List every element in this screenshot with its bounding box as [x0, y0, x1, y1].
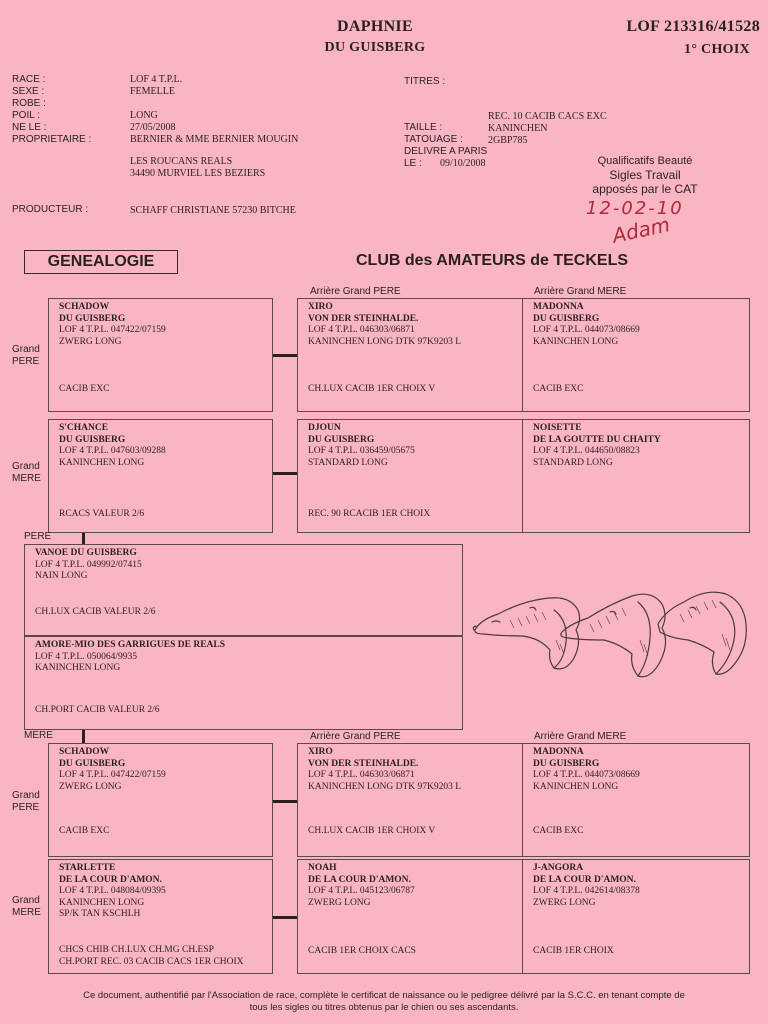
address-line2: 34490 MURVIEL LES BEZIERS	[130, 168, 266, 179]
side-label-pere: PERE	[24, 531, 52, 542]
side-label-grand-pere-2: Grand PERE	[12, 790, 40, 813]
arriere-grand-pere-box-3[interactable]: XIRO VON DER STEINHALDE. LOF 4 T.P.L. 046303/06871 KANINCHEN LONG DTK 97K9203 L CH.LUX CACIB 1ER CHOIX V	[297, 743, 523, 857]
label-ne-le: NE LE :	[12, 122, 47, 133]
cat-stamp	[590, 154, 700, 196]
dachshund-heads-engraving	[470, 580, 752, 692]
sexe-value: FEMELLE	[130, 86, 175, 97]
stamp-line3: apposés par le CAT	[592, 182, 698, 196]
connector	[273, 800, 297, 803]
pere-box[interactable]: VANOE DU GUISBERG LOF 4 T.P.L. 049992/07415 NAIN LONG CH.LUX CACIB VALEUR 2/6	[24, 544, 463, 636]
kennel-name: DU GUISBERG	[324, 40, 426, 55]
arriere-grand-mere-box-2[interactable]: NOISETTE DE LA GOUTTE DU CHAITY LOF 4 T.P.L. 044650/08823 STANDARD LONG	[522, 419, 750, 533]
robe-value	[130, 98, 298, 110]
le-value: 09/10/2008	[440, 158, 486, 169]
taille-value: KANINCHEN	[488, 123, 548, 134]
identity-values	[130, 74, 298, 180]
stamp-line1: Qualificatifs Beauté	[597, 155, 693, 167]
connector	[273, 354, 297, 357]
label-sexe: SEXE :	[12, 86, 45, 97]
race-value: LOF 4 T.P.L.	[130, 74, 183, 85]
connector	[273, 472, 297, 475]
owner-value: BERNIER & MME BERNIER MOUGIN	[130, 134, 299, 145]
stamp-line2: Sigles Travail	[609, 168, 681, 182]
arriere-grand-pere-box-1[interactable]: XIRO VON DER STEINHALDE. LOF 4 T.P.L. 046303/06871 KANINCHEN LONG DTK 97K9203 L CH.LUX CACIB 1ER CHOIX V	[297, 298, 523, 412]
identity-labels	[12, 74, 91, 146]
footer-line2: tous les sigles ou titres obtenus par le chien ou ses ascendants.	[249, 1002, 519, 1013]
mere-box[interactable]: AMORE-MIO DES GARRIGUES DE REALS LOF 4 T.P.L. 050064/9935 KANINCHEN LONG CH.PORT CACIB VALEUR 2/6	[24, 636, 463, 730]
label-producteur: PRODUCTEUR :	[12, 204, 89, 215]
poil-value: LONG	[130, 110, 158, 121]
grand-pere-box-1[interactable]: SCHADOW DU GUISBERG LOF 4 T.P.L. 047422/07159 ZWERG LONG CACIB EXC	[48, 298, 273, 412]
label-poil: POIL :	[12, 110, 40, 121]
label-proprietaire: PROPRIETAIRE :	[12, 134, 92, 145]
grand-mere-box-2[interactable]: STARLETTE DE LA COUR D'AMON. LOF 4 T.P.L. 048084/09395 KANINCHEN LONG SP/K TAN KSCHLH CHCS CHIB CH.LUX CH.MG CH.ESP CH.PORT REC. 03 CACIB CACS 1ER CHOIX	[48, 859, 273, 974]
col-label-agp-top: Arrière Grand PERE	[310, 286, 401, 297]
arriere-grand-pere-box-2[interactable]: DJOUN DU GUISBERG LOF 4 T.P.L. 036459/05675 STANDARD LONG REC. 90 RCACIB 1ER CHOIX	[297, 419, 523, 533]
arriere-grand-mere-box-1[interactable]: MADONNA DU GUISBERG LOF 4 T.P.L. 044073/08669 KANINCHEN LONG CACIB EXC	[522, 298, 750, 412]
dog-name: DAPHNIE	[337, 18, 413, 35]
genealogie-title: GENEALOGIE	[24, 250, 178, 274]
col-label-agp-bottom: Arrière Grand PERE	[310, 731, 401, 742]
connector	[273, 916, 297, 919]
label-tatouage: TATOUAGE :	[404, 134, 463, 145]
handwritten-signature: Adam	[610, 212, 672, 248]
footer-line1: Ce document, authentifié par l'Association de race, complète le certificat de naissance ou le pedigree délivré par la S.C.C. en tenant compte de	[83, 990, 685, 1001]
choix: 1° CHOIX	[684, 42, 750, 57]
label-race: RACE :	[12, 74, 46, 85]
label-titres: TITRES :	[404, 76, 446, 87]
birth-date-value: 27/05/2008	[130, 122, 176, 133]
connector	[82, 730, 85, 744]
arriere-grand-mere-box-3[interactable]: MADONNA DU GUISBERG LOF 4 T.P.L. 044073/08669 KANINCHEN LONG CACIB EXC	[522, 743, 750, 857]
arriere-grand-mere-box-4[interactable]: J-ANGORA DE LA COUR D'AMON. LOF 4 T.P.L. 042614/08378 ZWERG LONG CACIB 1ER CHOIX	[522, 859, 750, 974]
grand-pere-box-2[interactable]: SCHADOW DU GUISBERG LOF 4 T.P.L. 047422/07159 ZWERG LONG CACIB EXC	[48, 743, 273, 857]
side-label-mere: MERE	[24, 730, 53, 741]
label-taille: TAILLE :	[404, 122, 443, 133]
label-robe: ROBE :	[12, 98, 46, 109]
address-line1: LES ROUCANS REALS	[130, 156, 233, 167]
side-label-grand-pere-1: Grand PERE	[12, 344, 40, 367]
label-le: LE :	[404, 158, 422, 169]
col-label-agm-top: Arrière Grand MERE	[534, 286, 627, 297]
lof-number: LOF 213316/41528	[626, 18, 760, 35]
producteur-value: SCHAFF CHRISTIANE 57230 BITCHE	[130, 205, 296, 216]
titres-rec: REC. 10 CACIB CACS EXC	[488, 111, 607, 122]
side-label-grand-mere-2: Grand MERE	[12, 895, 41, 918]
club-title: CLUB des AMATEURS de TECKELS	[356, 252, 629, 269]
tatouage-value: 2GBP785	[488, 135, 528, 146]
footer-note	[20, 990, 748, 1014]
grand-mere-box-1[interactable]: S'CHANCE DU GUISBERG LOF 4 T.P.L. 047603/09288 KANINCHEN LONG RCACS VALEUR 2/6	[48, 419, 273, 533]
handwritten-date: 12-02-10	[586, 198, 684, 219]
label-delivre: DELIVRE A PARIS	[404, 146, 488, 157]
arriere-grand-pere-box-4[interactable]: NOAH DE LA COUR D'AMON. LOF 4 T.P.L. 045123/06787 ZWERG LONG CACIB 1ER CHOIX CACS	[297, 859, 523, 974]
col-label-agm-bottom: Arrière Grand MERE	[534, 731, 627, 742]
side-label-grand-mere-1: Grand MERE	[12, 461, 41, 484]
